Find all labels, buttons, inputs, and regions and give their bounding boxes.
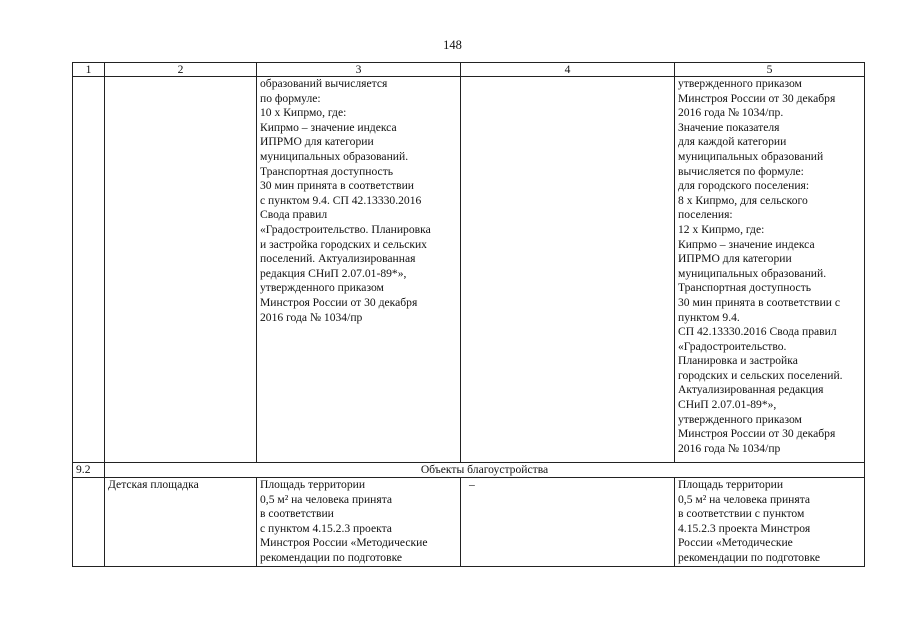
table-row-continuation [73,77,865,463]
page-number: 148 [443,38,462,52]
cell-accessibility [461,77,675,463]
cell-number [73,478,105,567]
requirements-table [72,62,865,567]
column-header-row [73,63,865,77]
column-header-3: 3 [257,63,461,77]
cell-accessibility-justification: Площадь территории 0,5 м² на человека принята в соответствии с пунктом 4.15.2.3 проекта Минстроя России «Методические рекомендации по подготовке [675,478,865,567]
section-number: 9.2 [73,463,105,478]
column-header-5: 5 [675,63,865,77]
section-title: Объекты благоустройства [105,463,865,478]
column-header-2: 2 [105,63,257,77]
column-header-1: 1 [73,63,105,77]
section-row [73,463,865,478]
cell-number [73,77,105,463]
cell-object-name [105,77,257,463]
cell-accessibility: – [461,478,675,567]
cell-accessibility-justification: утвержденного приказом Минстроя России от 30 декабря 2016 года № 1034/пр. Значение показателя для каждой категории муниципальных образований вычисляется по формуле: для городского поселения: 8 x Кипрмо, для сельского поселения: 12 x Кипрмо, где: Кипрмо – значение индекса ИПРМО для категории муниципальных образований. Транспортная доступность 30 мин принята в соответствии с пунктом 9.4. СП 42.13330.2016 Свода правил «Градостроительство. Планировка и застройка городских и сельских поселений. Актуализированная редакция СНиП 2.07.01-89*», утвержденного приказом Минстроя России от 30 декабря 2016 года № 1034/пр [675,77,865,463]
table-row-playground [73,478,865,567]
cell-object-name: Детская площадка [105,478,257,567]
cell-justification: образований вычисляется по формуле: 10 x Кипрмо, где: Кипрмо – значение индекса ИПРМО для категории муниципальных образований. Транспортная доступность 30 мин принята в соответствии с пунктом 9.4. СП 42.13330.2016 Свода правил «Градостроительство. Планировка и застройка городских и сельских поселений. Актуализированная редакция СНиП 2.07.01-89*», утвержденного приказом Минстроя России от 30 декабря 2016 года № 1034/пр [257,77,461,463]
cell-justification: Площадь территории 0,5 м² на человека принята в соответствии с пунктом 4.15.2.3 проекта Минстроя России «Методические рекомендации по подготовке [257,478,461,567]
column-header-4: 4 [461,63,675,77]
